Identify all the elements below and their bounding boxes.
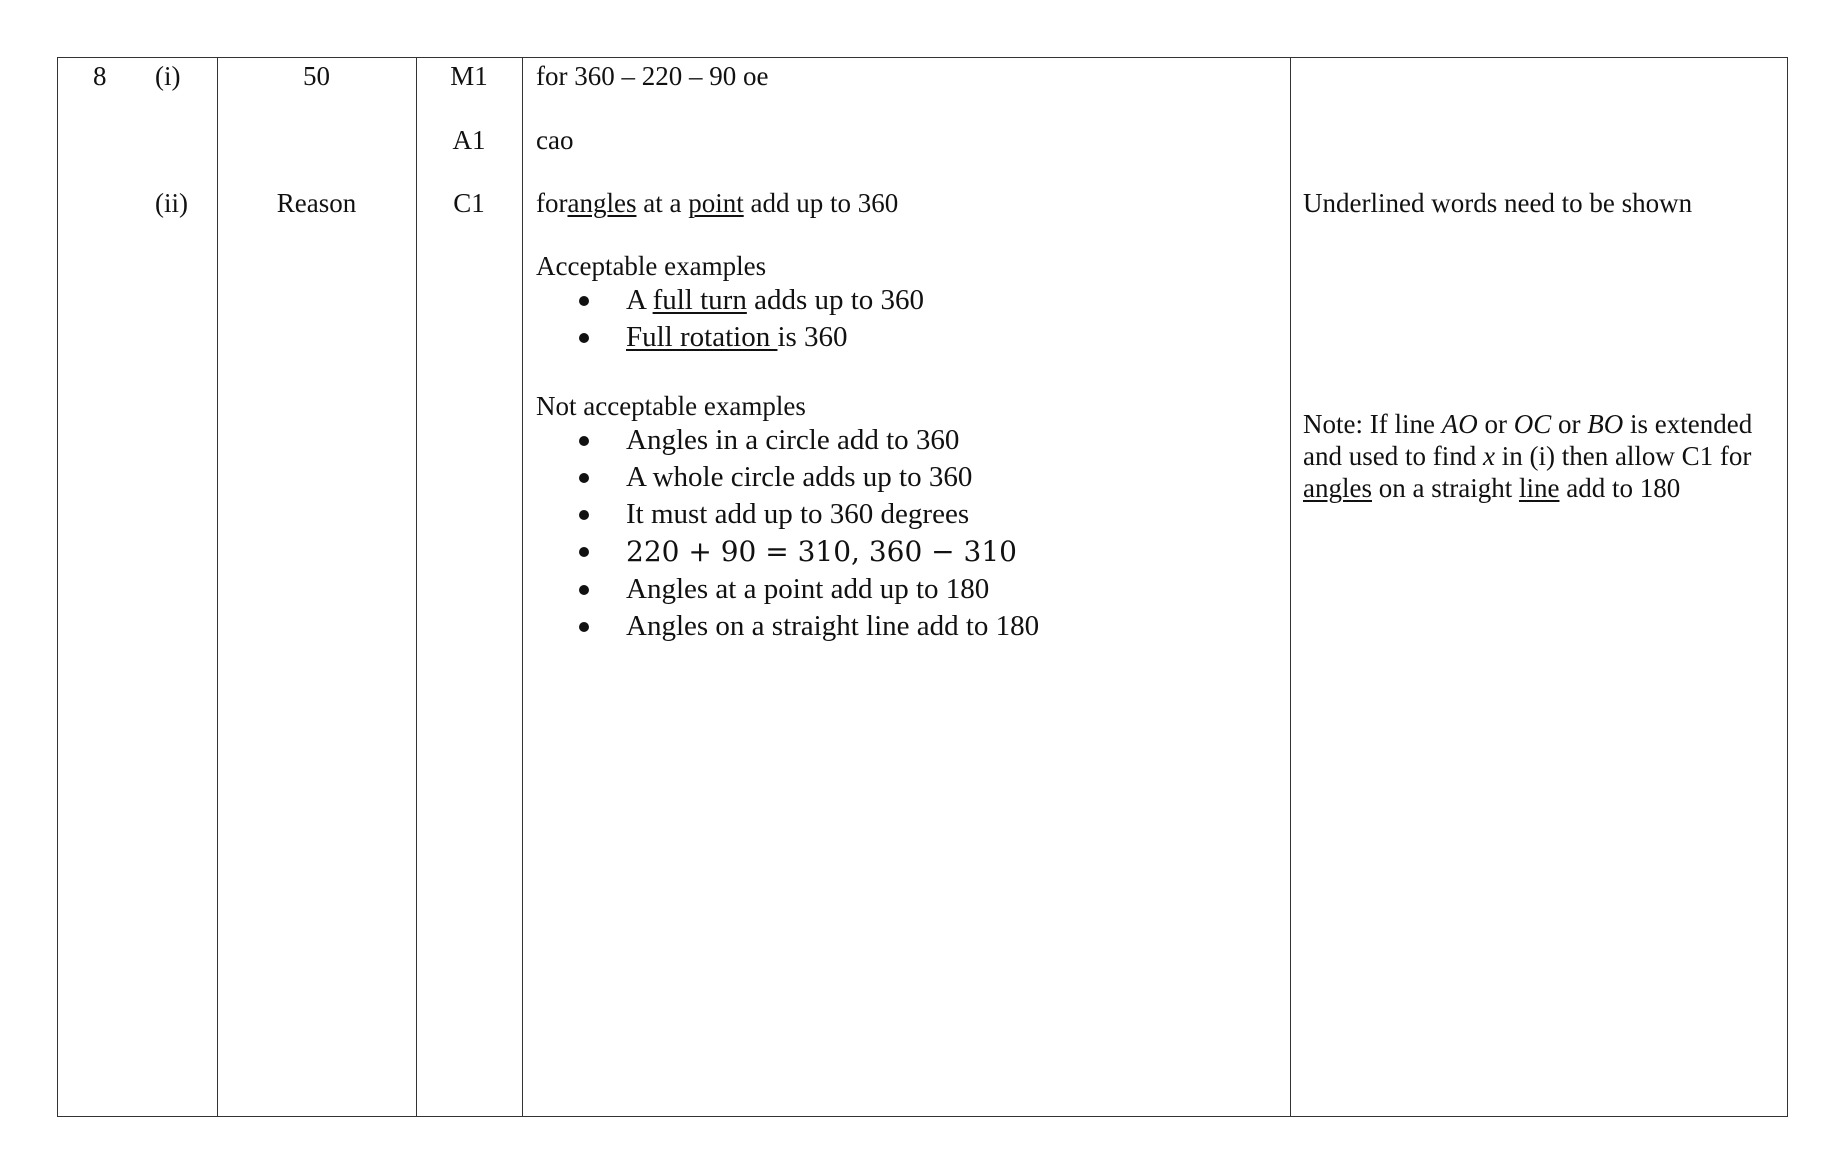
bullet-icon [579,296,589,306]
acceptable-examples-list [536,282,924,356]
question-number: 8 [93,61,107,91]
bullet-icon [579,547,589,557]
column-divider-notes [522,58,523,1116]
not-acceptable-example: Angles at a point add up to 180 [536,571,1039,608]
mark-note-suffix: add up to 360 [743,188,899,218]
acceptable-example: Full rotation is 360 [536,319,924,356]
bullet-icon [579,510,589,520]
answer-ii: Reason [276,188,357,218]
not-acceptable-example: 220 + 90 = 310, 360 − 310 [536,533,1039,571]
not-acceptable-example: A whole circle adds up to 360 [536,459,1039,496]
mark-note-underlined-angles: angles [567,188,637,218]
acceptable-example: A full turn adds up to 360 [536,282,924,319]
mark-note-a1: cao [536,125,574,155]
not-acceptable-example: Angles on a straight line add to 180 [536,608,1039,645]
bullet-icon [579,436,589,446]
not-acceptable-example: It must add up to 360 degrees [536,496,1039,533]
part-label-i: (i) [155,61,181,91]
not-acceptable-examples-list [536,422,1039,645]
bullet-icon [579,622,589,632]
mark-note-m1: for 360 – 220 – 90 oe [536,61,769,91]
mark-note-mid: at a [636,188,689,218]
bullet-icon [579,473,589,483]
mark-m1: M1 [450,61,488,91]
mark-note-c1 [536,187,898,219]
mark-a1: A1 [452,125,486,155]
mark-note-prefix: for [536,188,568,218]
guidance-underlined-note: Underlined words need to be shown [1303,188,1693,218]
bullet-icon [579,333,589,343]
not-acceptable-heading: Not acceptable examples [536,391,806,421]
answer-i: 50 [303,61,330,91]
mark-note-underlined-point: point [688,188,744,218]
guidance-note: Note: If line AO or OC or BO is extended and used to find x in (i) then allow C1 for angles on a straight line add to 180 [1303,409,1753,503]
not-acceptable-example: Angles in a circle add to 360 [536,422,1039,459]
mark-c1: C1 [453,188,485,218]
part-label-ii: (ii) [155,188,188,218]
acceptable-heading: Acceptable examples [536,251,767,281]
bullet-icon [579,585,589,595]
column-divider-guidance [1290,58,1291,1116]
